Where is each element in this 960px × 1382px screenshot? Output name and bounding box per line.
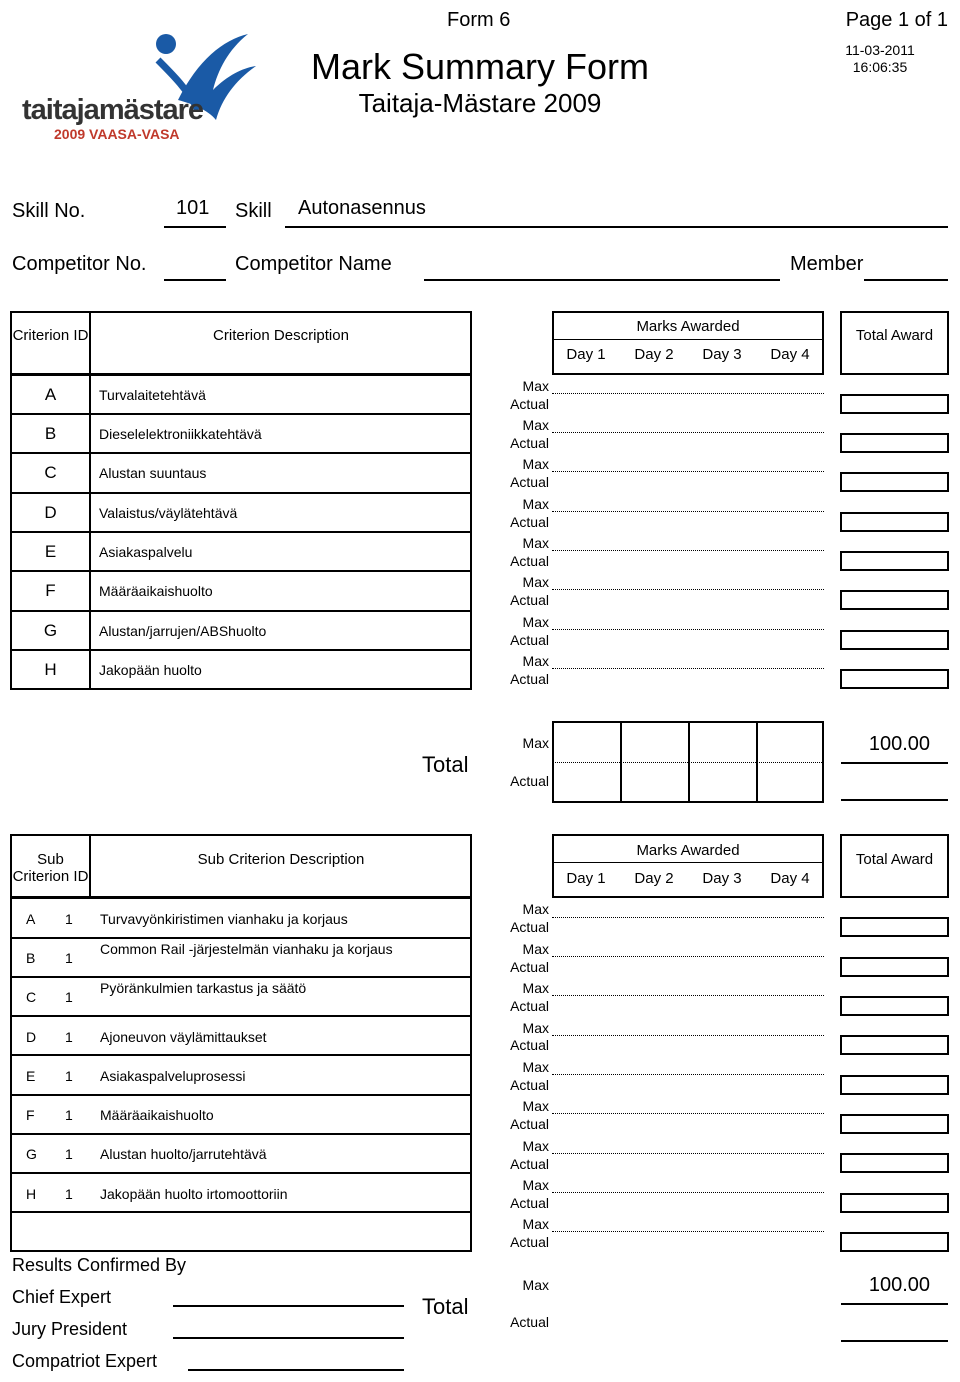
criterion-id: F <box>45 581 56 600</box>
row-divider <box>10 531 472 533</box>
total-award-box[interactable] <box>840 630 949 650</box>
max-label: Max <box>522 941 549 957</box>
criterion-id: H <box>44 660 57 679</box>
row-divider <box>10 1094 472 1096</box>
criterion-id: G <box>43 621 58 640</box>
total-award-box[interactable] <box>840 1153 949 1173</box>
actual-label: Actual <box>510 592 549 608</box>
total-actual-underline[interactable] <box>841 799 948 801</box>
marks-awarded-header-rule <box>552 339 824 340</box>
total-award-box[interactable] <box>840 1035 949 1055</box>
skill-label: Skill <box>235 200 272 222</box>
row-divider <box>10 610 472 612</box>
criterion-desc-header: Criterion Description <box>213 327 349 344</box>
row-divider <box>10 649 472 651</box>
max-line <box>552 1153 824 1154</box>
sub-criterion-desc: Pyöränkulmien tarkastus ja säätö <box>100 980 307 996</box>
sub-criterion-desc: Jakopään huolto irtomoottoriin <box>100 1186 288 1202</box>
max-line <box>552 432 824 433</box>
sub-criterion-desc: Alustan huolto/jarrutehtävä <box>100 1146 267 1162</box>
actual-label: Actual <box>510 671 549 687</box>
criterion-id: B <box>44 424 57 443</box>
sub-criterion-id: B <box>26 950 36 966</box>
actual-label: Actual <box>510 514 549 530</box>
max-label: Max <box>522 378 549 394</box>
compatriot-expert-label: Compatriot Expert <box>12 1351 158 1371</box>
sub-criterion-desc-header: Sub Criterion Description <box>197 851 365 868</box>
day-3-header: Day 3 <box>702 346 742 363</box>
max-line <box>552 668 824 669</box>
total-max-underline <box>841 762 948 764</box>
criterion-desc: Määräaikaishuolto <box>99 583 213 599</box>
max-label: Max <box>522 1138 549 1154</box>
sub-total-actual-underline[interactable] <box>841 1340 948 1342</box>
max-line <box>552 629 824 630</box>
max-line <box>552 471 824 472</box>
criterion-id: A <box>44 385 57 404</box>
total-max-value: 100.00 <box>868 733 930 755</box>
sub-criterion-id: D <box>26 1029 37 1045</box>
total-award-box[interactable] <box>840 512 949 532</box>
row-divider <box>10 1211 472 1213</box>
sub-criterion-desc: Turvavyönkiristimen vianhaku ja korjaus <box>100 911 348 927</box>
page-indicator: Page 1 of 1 <box>845 9 948 31</box>
skill-no-value[interactable]: 101 <box>176 197 210 219</box>
sub-criterion-id-header-line2: Criterion ID <box>12 868 89 885</box>
actual-label: Actual <box>510 919 549 935</box>
row-divider <box>10 413 472 415</box>
total-label: Total <box>422 752 469 777</box>
member-label: Member <box>790 253 864 275</box>
total-award-box[interactable] <box>840 957 949 977</box>
max-line <box>552 1074 824 1075</box>
competitor-name-line[interactable] <box>424 279 780 281</box>
max-line <box>552 1192 824 1193</box>
sub-criterion-id: F <box>26 1107 35 1123</box>
total-award-box[interactable] <box>840 1075 949 1095</box>
total-award-box[interactable] <box>840 917 949 937</box>
max-label: Max <box>522 1098 549 1114</box>
skill-line <box>285 226 948 228</box>
criterion-desc: Valaistus/väylätehtävä <box>99 505 238 521</box>
sub-day-2-header: Day 2 <box>634 870 674 887</box>
sub-criterion-num: 1 <box>65 1146 73 1162</box>
row-divider <box>10 1172 472 1174</box>
max-line <box>552 1035 824 1036</box>
sub-total-max-value: 100.00 <box>868 1274 930 1296</box>
row-divider <box>10 1133 472 1135</box>
actual-label: Actual <box>510 1116 549 1132</box>
row-divider <box>10 1054 472 1056</box>
actual-label: Actual <box>510 998 549 1014</box>
criterion-desc: Asiakaspalvelu <box>99 544 193 560</box>
row-divider <box>10 976 472 978</box>
chief-expert-signature-line[interactable] <box>173 1305 404 1307</box>
actual-label: Actual <box>510 1156 549 1172</box>
logo-wordmark: taitajamästare <box>22 94 204 126</box>
page-title: Mark Summary Form <box>310 46 649 87</box>
total-award-box[interactable] <box>840 1193 949 1213</box>
competitor-no-label: Competitor No. <box>12 253 147 275</box>
sub-criterion-id: E <box>26 1068 36 1084</box>
row-divider <box>10 937 472 939</box>
sub-marks-awarded-header: Marks Awarded <box>636 842 740 859</box>
actual-label: Actual <box>510 435 549 451</box>
total-award-box[interactable] <box>840 1232 949 1252</box>
sub-criterion-num: 1 <box>65 1186 73 1202</box>
skill-value[interactable]: Autonasennus <box>298 197 426 219</box>
sub-criterion-id: H <box>26 1186 37 1202</box>
competitor-name-label: Competitor Name <box>235 253 392 275</box>
actual-label: Actual <box>510 632 549 648</box>
row-divider <box>10 1015 472 1017</box>
total-award-box[interactable] <box>840 551 949 571</box>
sub-day-3-header: Day 3 <box>702 870 742 887</box>
criterion-id: C <box>44 463 57 482</box>
form-number: Form 6 <box>447 9 511 31</box>
max-label: Max <box>522 980 549 996</box>
sub-total-max-underline <box>841 1303 948 1305</box>
sub-criterion-num: 1 <box>65 911 73 927</box>
criterion-desc: Jakopään huolto <box>99 662 202 678</box>
jury-president-signature-line[interactable] <box>173 1337 404 1339</box>
member-line[interactable] <box>864 279 948 281</box>
sub-total-max-label: Max <box>522 1277 549 1293</box>
criterion-id: D <box>44 503 57 522</box>
total-award-box[interactable] <box>840 433 949 453</box>
sub-day-4-header: Day 4 <box>770 870 810 887</box>
skill-no-label: Skill No. <box>12 200 86 222</box>
sub-total-actual-label: Actual <box>510 1314 549 1330</box>
sub-criterion-desc: Asiakaspalveluprosessi <box>100 1068 246 1084</box>
criterion-desc: Turvalaitetehtävä <box>99 387 206 403</box>
sub-criterion-id: C <box>26 989 37 1005</box>
skill-no-line <box>164 226 226 228</box>
sub-criterion-desc: Ajoneuvon väylämittaukset <box>100 1029 267 1045</box>
actual-label: Actual <box>510 474 549 490</box>
total-award-box[interactable] <box>840 996 949 1016</box>
total-award-box[interactable] <box>840 669 949 689</box>
total-actual-label: Actual <box>510 773 549 789</box>
actual-label: Actual <box>510 553 549 569</box>
print-date: 11-03-2011 <box>845 42 915 58</box>
max-label: Max <box>522 614 549 630</box>
max-label: Max <box>522 1216 549 1232</box>
max-line <box>552 393 824 394</box>
total-award-box[interactable] <box>840 394 949 414</box>
criterion-id: E <box>44 542 57 561</box>
max-line <box>552 1231 824 1232</box>
criterion-id-header: Criterion ID <box>12 327 89 344</box>
max-label: Max <box>522 1020 549 1036</box>
marks-awarded-header: Marks Awarded <box>636 318 740 335</box>
sub-criterion-num: 1 <box>65 1029 73 1045</box>
day-4-header: Day 4 <box>770 346 810 363</box>
sub-criterion-num: 1 <box>65 1068 73 1084</box>
chief-expert-label: Chief Expert <box>12 1287 112 1307</box>
criterion-desc: Alustan/jarrujen/ABShuolto <box>99 623 267 639</box>
sub-criterion-desc: Määräaikaishuolto <box>100 1107 214 1123</box>
day-2-header: Day 2 <box>634 346 674 363</box>
total-award-box[interactable] <box>840 590 949 610</box>
jury-president-label: Jury President <box>12 1319 128 1339</box>
actual-label: Actual <box>510 1234 549 1250</box>
actual-label: Actual <box>510 1195 549 1211</box>
actual-label: Actual <box>510 1077 549 1093</box>
max-line <box>552 511 824 512</box>
sub-total-award-header: Total Award <box>855 851 934 868</box>
day-1-header: Day 1 <box>566 346 606 363</box>
sub-marks-awarded-header-rule <box>552 862 824 863</box>
max-label: Max <box>522 496 549 512</box>
print-time: 16:06:35 <box>852 59 908 75</box>
row-divider <box>10 492 472 494</box>
max-label: Max <box>522 653 549 669</box>
max-label: Max <box>522 535 549 551</box>
row-divider <box>10 452 472 454</box>
max-label: Max <box>522 417 549 433</box>
max-line <box>552 589 824 590</box>
sub-criterion-num: 1 <box>65 989 73 1005</box>
max-label: Max <box>522 456 549 472</box>
max-line <box>552 995 824 996</box>
sub-criterion-id: A <box>26 911 36 927</box>
actual-label: Actual <box>510 1037 549 1053</box>
sub-criterion-id-header-line1: Sub <box>37 851 64 868</box>
total-award-box[interactable] <box>840 1114 949 1134</box>
max-line <box>552 550 824 551</box>
sub-day-1-header: Day 1 <box>566 870 606 887</box>
compatriot-expert-signature-line[interactable] <box>188 1369 404 1371</box>
actual-label: Actual <box>510 959 549 975</box>
sub-criterion-num: 1 <box>65 950 73 966</box>
max-line <box>552 1113 824 1114</box>
actual-label: Actual <box>510 396 549 412</box>
total-max-line <box>552 762 824 763</box>
page-subtitle: Taitaja-Mästare 2009 <box>358 88 602 118</box>
max-line <box>552 956 824 957</box>
sub-criterion-num: 1 <box>65 1107 73 1123</box>
max-label: Max <box>522 1059 549 1075</box>
logo-subtitle: 2009 VAASA-VASA <box>54 126 180 142</box>
max-label: Max <box>522 1177 549 1193</box>
max-label: Max <box>522 574 549 590</box>
max-line <box>552 917 824 918</box>
criterion-desc: Dieselelektroniikkatehtävä <box>99 426 262 442</box>
sub-criterion-id: G <box>26 1146 37 1162</box>
competitor-no-line[interactable] <box>164 279 226 281</box>
row-divider <box>10 570 472 572</box>
max-label: Max <box>522 901 549 917</box>
sub-total-label: Total <box>422 1294 469 1319</box>
total-max-label: Max <box>522 735 549 751</box>
criterion-desc: Alustan suuntaus <box>99 465 207 481</box>
total-award-header: Total Award <box>855 327 934 344</box>
sub-criterion-desc: Common Rail -järjestelmän vianhaku ja korjaus <box>100 941 393 957</box>
results-confirmed-title: Results Confirmed By <box>12 1255 187 1275</box>
total-award-box[interactable] <box>840 472 949 492</box>
